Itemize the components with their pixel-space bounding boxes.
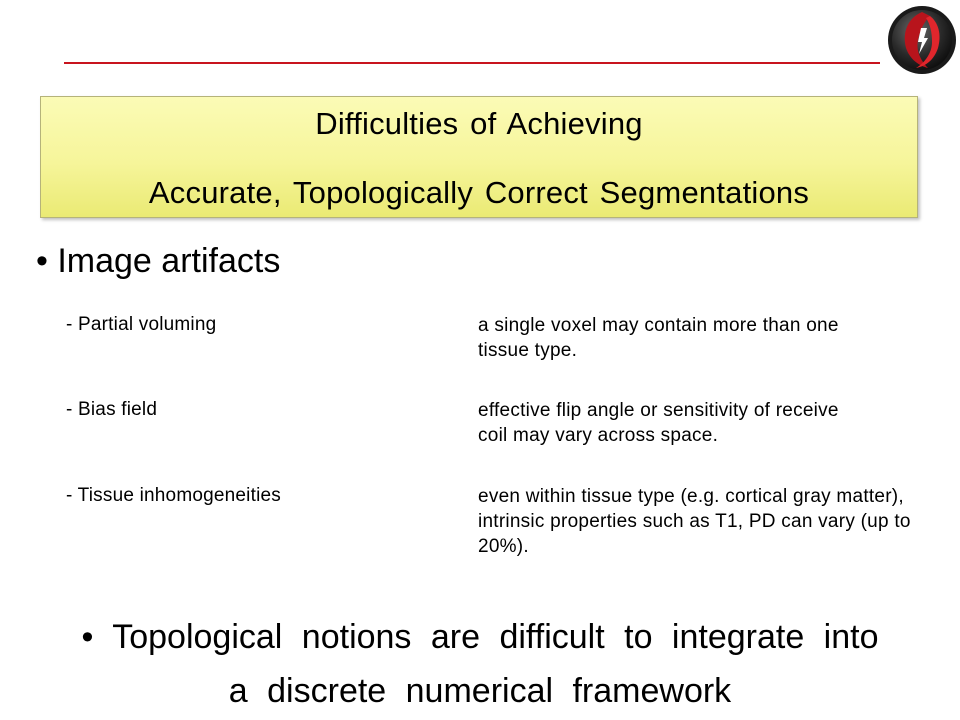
item-desc-bias-field: effective flip angle or sensitivity of receive coil may vary across space. bbox=[478, 400, 839, 446]
bullet-line-2: a discrete numerical framework bbox=[228, 672, 732, 710]
item-desc-partial-voluming: a single voxel may contain more than one tissue type. bbox=[478, 315, 839, 361]
item-label-bias-field: - Bias field bbox=[66, 399, 158, 420]
section-heading-image-artifacts: • Image artifacts bbox=[36, 242, 281, 280]
header-rule bbox=[64, 62, 880, 64]
logo-icon bbox=[886, 4, 958, 76]
bullet-line-1: • Topological notions are difficult to integrate into bbox=[81, 618, 879, 656]
title-box bbox=[40, 96, 918, 218]
item-desc-tissue-inhomogeneities: even within tissue type (e.g. cortical gray matter), intrinsic properties such as T1, PD can vary (up to 20%). bbox=[478, 486, 911, 557]
title-line-2: Accurate, Topologically Correct Segmentations bbox=[148, 175, 810, 210]
topological-notions-bullet bbox=[0, 610, 960, 718]
item-label-tissue-inhomogeneities: - Tissue inhomogeneities bbox=[66, 485, 281, 506]
title-line-1: Difficulties of Achieving bbox=[315, 106, 643, 141]
item-label-partial-voluming: - Partial voluming bbox=[66, 314, 217, 335]
